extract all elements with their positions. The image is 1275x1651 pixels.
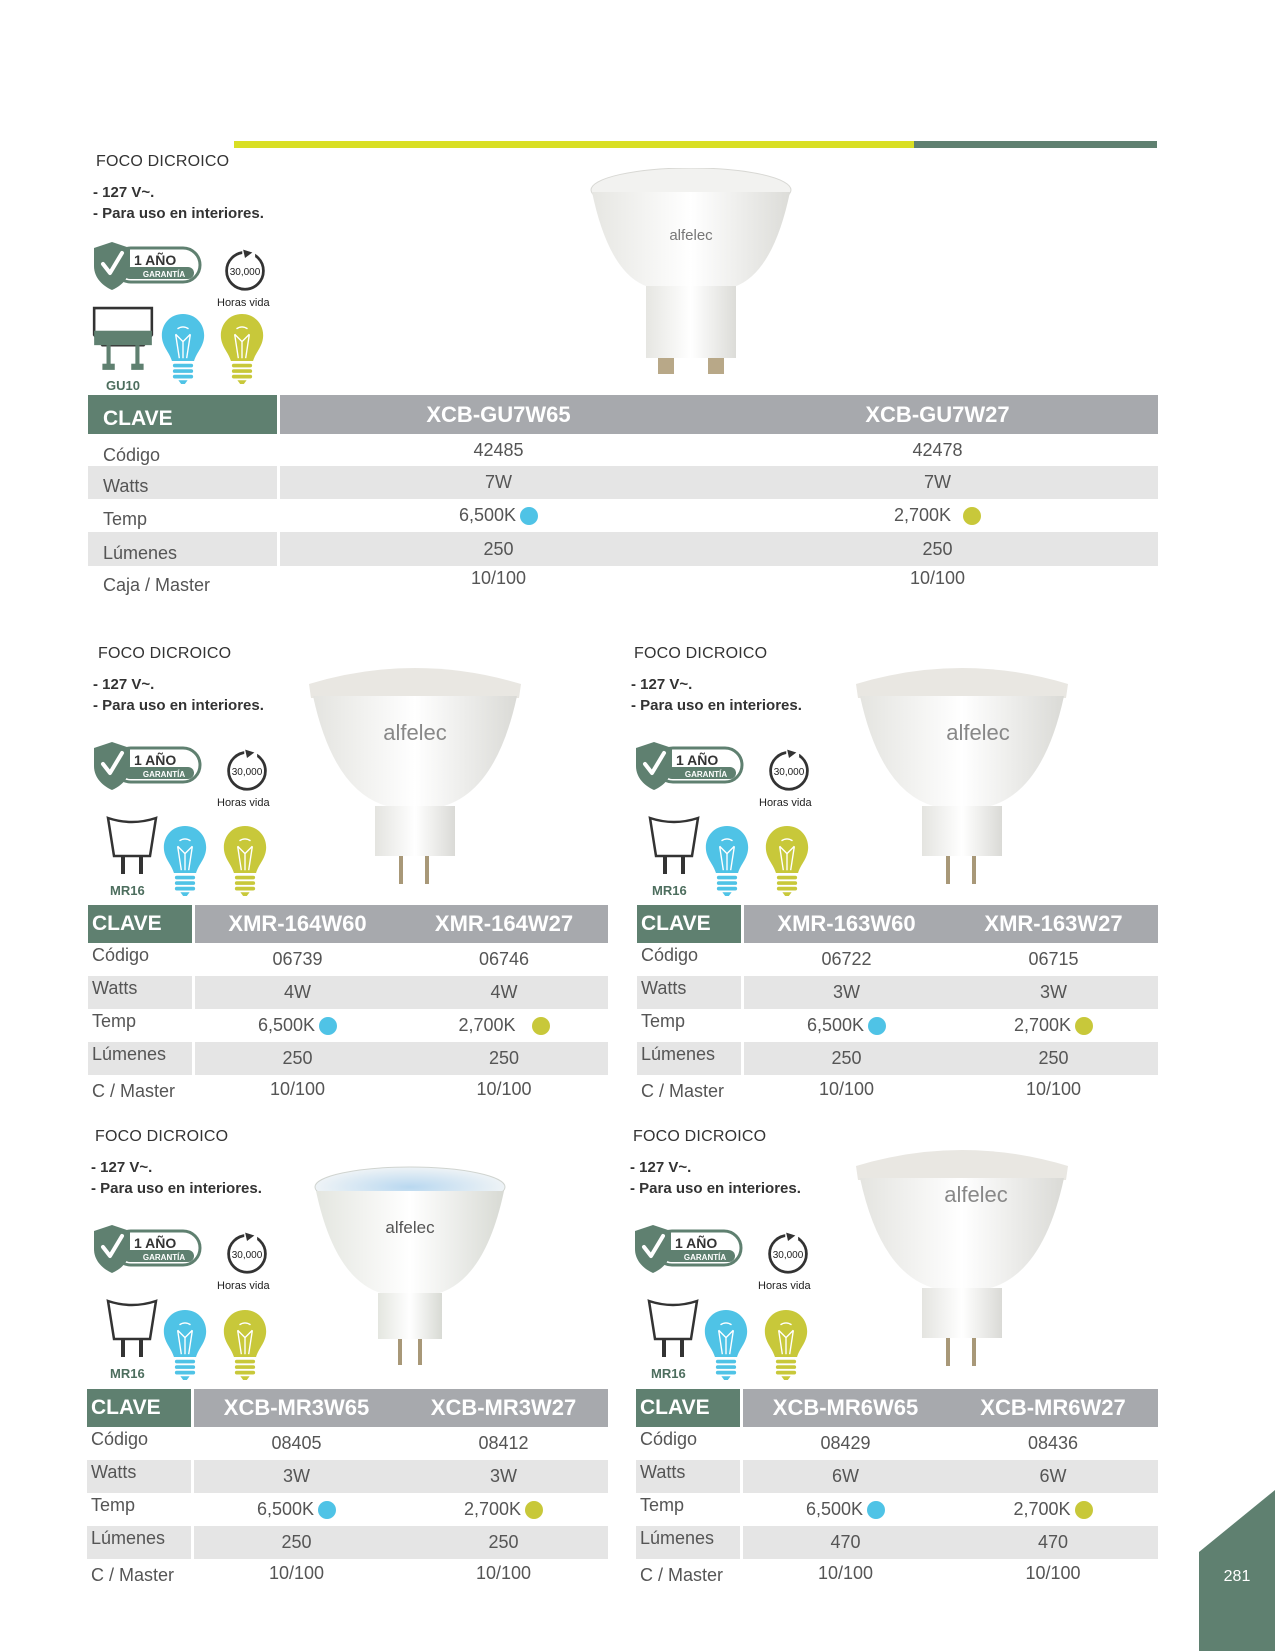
row-label: Código: [91, 1429, 149, 1449]
model-header: XCB-GU7W65: [277, 395, 717, 434]
warranty-badge: [92, 240, 202, 297]
cool-color-dot: [520, 507, 538, 525]
accent-bar-yellow: [234, 141, 914, 148]
spec-voltage: - 127 V~.: [93, 184, 155, 201]
cell-value: 6W: [948, 1460, 1158, 1493]
warranty-label: GARANTÍA: [684, 770, 728, 779]
warranty-badge: [634, 740, 744, 797]
cell-value: 6,500K: [805, 1499, 864, 1519]
socket-label: MR16: [110, 1366, 145, 1381]
row-label: Lúmenes: [88, 1042, 192, 1075]
model-header: XCB-MR6W27: [948, 1389, 1158, 1427]
lifetime-indicator: [765, 1229, 811, 1280]
row-label: C / Master: [641, 1080, 725, 1101]
temp-cell: [399, 1493, 608, 1526]
cell-value: 10/100: [1025, 1078, 1082, 1099]
warm-color-dot: [532, 1017, 550, 1035]
warm-color-dot: [1075, 1501, 1093, 1519]
cell-value: 250: [741, 1042, 949, 1075]
cool-color-dot: [868, 1017, 886, 1035]
socket-label: MR16: [652, 883, 687, 898]
cell-value: 470: [948, 1526, 1158, 1559]
spec-voltage: - 127 V~.: [91, 1159, 153, 1176]
row-label: Temp: [640, 1495, 685, 1515]
row-label: Watts: [87, 1460, 191, 1493]
section-title: FOCO DICROICO: [96, 153, 230, 170]
temp-cell: [717, 499, 1158, 532]
cell-value: 42485: [277, 434, 717, 466]
table-row: [636, 1526, 1158, 1559]
spec-table: [88, 905, 608, 1103]
section-specs: [93, 674, 264, 716]
temp-cell: [949, 1009, 1158, 1042]
socket-label: MR16: [651, 1366, 686, 1381]
warm-light-bulb-icon: [219, 312, 265, 386]
clave-header: CLAVE: [637, 905, 741, 943]
temp-cell: [192, 1009, 400, 1042]
gu10-product-image: [586, 168, 796, 390]
clave-header: CLAVE: [88, 395, 277, 434]
cell-value: 7W: [277, 466, 717, 499]
table-row: [88, 943, 608, 976]
spec-voltage: - 127 V~.: [630, 1159, 692, 1176]
cool-light-bulb-icon: [160, 312, 206, 386]
cell-value: 250: [192, 1042, 400, 1075]
cell-value: 10/100: [740, 1559, 948, 1587]
model-header: XCB-MR3W27: [399, 1389, 608, 1427]
row-label: Código: [92, 945, 150, 965]
product-brand-mark: alfelec: [385, 1218, 435, 1237]
warranty-years: 1 AÑO: [134, 1235, 177, 1251]
cell-value: 4W: [400, 976, 608, 1009]
table-row: [88, 976, 608, 1009]
table-row: [636, 1559, 1158, 1587]
mr16-socket-icon: [648, 814, 700, 880]
table-row: [88, 1009, 608, 1042]
table-row: [636, 1427, 1158, 1460]
clave-header: CLAVE: [88, 905, 192, 943]
row-label: Temp: [91, 1495, 136, 1515]
cell-value: 4W: [192, 976, 400, 1009]
table-row: [88, 566, 1158, 596]
table-row: [87, 1559, 608, 1587]
hours-value: 30,000: [231, 1250, 263, 1261]
mr16-socket-icon: [647, 1297, 699, 1363]
warranty-label: GARANTÍA: [683, 1253, 727, 1262]
top-accent-bar: [234, 141, 1157, 148]
cool-light-bulb-icon: [162, 1308, 208, 1382]
spec-usage: - Para uso en interiores.: [91, 1180, 262, 1197]
warranty-years: 1 AÑO: [676, 752, 719, 768]
row-label: C / Master: [91, 1564, 175, 1585]
table-header-row: [88, 905, 608, 943]
cell-value: 10/100: [1025, 1562, 1081, 1583]
warranty-label: GARANTÍA: [142, 770, 186, 779]
spec-table: [637, 905, 1158, 1103]
warm-light-bulb-icon: [764, 824, 810, 898]
table-row: [88, 499, 1158, 532]
cell-value: 2,700K: [893, 505, 952, 525]
row-label: Watts: [636, 1460, 740, 1493]
table-row: [637, 1042, 1158, 1075]
mr16-socket-icon: [106, 814, 158, 880]
table-row: [88, 532, 1158, 566]
table-header-row: [637, 905, 1158, 943]
hours-label: Horas vida: [759, 797, 812, 809]
cell-value: 6,500K: [256, 1499, 315, 1519]
mr16-socket-icon: [106, 1297, 158, 1363]
hours-label: Horas vida: [758, 1280, 811, 1292]
cell-value: 08412: [478, 1433, 529, 1453]
section-specs: [91, 1157, 262, 1199]
spec-usage: - Para uso en interiores.: [630, 1180, 801, 1197]
warranty-badge: [92, 1223, 202, 1280]
warm-light-bulb-icon: [763, 1308, 809, 1382]
row-label: Código: [640, 1429, 698, 1449]
model-header: XMR-163W60: [741, 905, 949, 943]
model-header: XMR-164W27: [400, 905, 608, 943]
cool-color-dot: [319, 1017, 337, 1035]
cell-value: 08405: [191, 1427, 399, 1460]
temp-cell: [740, 1493, 948, 1526]
spec-usage: - Para uso en interiores.: [631, 697, 802, 714]
cool-light-bulb-icon: [162, 824, 208, 898]
cell-value: 6,500K: [257, 1015, 316, 1035]
table-row: [87, 1526, 608, 1559]
section-specs: [631, 674, 802, 716]
warranty-badge: [92, 740, 202, 797]
model-header: XMR-163W27: [949, 905, 1158, 943]
cell-value: 3W: [741, 976, 949, 1009]
cell-value: 250: [949, 1042, 1158, 1075]
row-label: Watts: [88, 466, 277, 499]
cell-value: 6,500K: [806, 1015, 865, 1035]
row-label: Lúmenes: [87, 1526, 191, 1559]
cell-value: 08436: [1027, 1433, 1079, 1453]
temp-cell: [191, 1493, 399, 1526]
warranty-years: 1 AÑO: [134, 752, 177, 768]
mr16-product-image: [852, 658, 1072, 894]
cell-value: 06715: [1028, 949, 1079, 969]
lifetime-indicator: [222, 246, 268, 297]
hours-value: 30,000: [772, 1250, 804, 1261]
table-header-row: [87, 1389, 608, 1427]
spec-table: [636, 1389, 1158, 1587]
row-label: Código: [103, 444, 161, 465]
clave-header: CLAVE: [87, 1389, 191, 1427]
warm-light-bulb-icon: [222, 824, 268, 898]
spec-voltage: - 127 V~.: [93, 676, 155, 693]
hours-value: 30,000: [229, 267, 261, 278]
warranty-years: 1 AÑO: [675, 1235, 718, 1251]
warranty-years: 1 AÑO: [134, 252, 177, 268]
model-header: XMR-164W60: [192, 905, 400, 943]
cool-color-dot: [867, 1501, 885, 1519]
row-label: C / Master: [640, 1564, 724, 1585]
section-title: FOCO DICROICO: [95, 1128, 229, 1145]
warranty-label: GARANTÍA: [142, 270, 186, 279]
page-number: 281: [1223, 1568, 1251, 1585]
socket-label: MR16: [110, 883, 145, 898]
table-row: [87, 1427, 608, 1460]
cell-value: 7W: [717, 466, 1158, 499]
section-specs: [630, 1157, 801, 1199]
cell-value: 470: [740, 1526, 948, 1559]
cell-value: 10/100: [192, 1075, 400, 1103]
cell-value: 2,700K: [1013, 1499, 1071, 1519]
hours-value: 30,000: [773, 767, 805, 778]
row-label: Lúmenes: [636, 1526, 740, 1559]
cell-value: 10/100: [191, 1559, 399, 1587]
mr16-product-image: [305, 658, 525, 894]
section-title: FOCO DICROICO: [634, 645, 768, 662]
spec-voltage: - 127 V~.: [631, 676, 693, 693]
cool-light-bulb-icon: [703, 1308, 749, 1382]
cell-value: 6,500K: [458, 505, 517, 525]
hours-value: 30,000: [231, 767, 263, 778]
table-row: [88, 1042, 608, 1075]
row-label: Watts: [637, 976, 741, 1009]
table-row: [637, 976, 1158, 1009]
table-header-row: [636, 1389, 1158, 1427]
section-specs: [93, 182, 264, 224]
hours-label: Horas vida: [217, 797, 270, 809]
model-header: XCB-GU7W27: [717, 395, 1158, 434]
lifetime-indicator: [224, 746, 270, 797]
cell-value: 08429: [740, 1427, 948, 1460]
gu10-socket-icon: [92, 306, 154, 374]
cell-value: 3W: [949, 976, 1158, 1009]
hours-label: Horas vida: [217, 1280, 270, 1292]
table-row: [637, 1075, 1158, 1103]
accent-bar-green: [914, 141, 1157, 148]
cell-value: 3W: [191, 1460, 399, 1493]
spec-table: [87, 1389, 608, 1587]
table-row: [637, 1009, 1158, 1042]
cell-value: 250: [277, 532, 717, 566]
cell-value: 250: [191, 1526, 399, 1559]
section-title: FOCO DICROICO: [98, 645, 232, 662]
row-label: Caja / Master: [103, 574, 211, 595]
warm-light-bulb-icon: [222, 1308, 268, 1382]
cell-value: 250: [717, 532, 1158, 566]
temp-cell: [948, 1493, 1158, 1526]
table-row: [88, 434, 1158, 466]
cell-value: 06746: [478, 949, 530, 969]
cell-value: 10/100: [476, 1078, 532, 1099]
warranty-badge: [633, 1223, 743, 1280]
cell-value: 10/100: [475, 1562, 532, 1583]
cell-value: 10/100: [741, 1075, 949, 1103]
cell-value: 06739: [192, 943, 400, 976]
temp-cell: [277, 499, 717, 532]
cell-value: 250: [399, 1526, 608, 1559]
product-brand-mark: alfelec: [946, 720, 1010, 745]
row-label: Temp: [92, 1011, 137, 1031]
lifetime-indicator: [224, 1229, 270, 1280]
table-row: [637, 943, 1158, 976]
section-title: FOCO DICROICO: [633, 1128, 767, 1145]
table-row: [87, 1460, 608, 1493]
spec-usage: - Para uso en interiores.: [93, 205, 264, 222]
temp-cell: [400, 1009, 608, 1042]
cool-light-bulb-icon: [704, 824, 750, 898]
spec-usage: - Para uso en interiores.: [93, 697, 264, 714]
cell-value: 2,700K: [1013, 1015, 1072, 1035]
cell-value: 42478: [912, 439, 963, 460]
product-brand-mark: alfelec: [669, 227, 713, 244]
warm-color-dot: [1075, 1017, 1093, 1035]
model-header: XCB-MR6W65: [740, 1389, 948, 1427]
row-label: Lúmenes: [88, 532, 277, 566]
product-brand-mark: alfelec: [383, 720, 447, 745]
cell-value: 2,700K: [458, 1015, 516, 1035]
model-header: XCB-MR3W65: [191, 1389, 399, 1427]
table-row: [88, 1075, 608, 1103]
mr16-product-image: [852, 1140, 1072, 1376]
table-header-row: [88, 395, 1158, 434]
row-label: Código: [641, 945, 699, 965]
warm-color-dot: [525, 1501, 543, 1519]
cell-value: 10/100: [909, 568, 966, 588]
warm-color-dot: [963, 507, 981, 525]
cell-value: 250: [400, 1042, 608, 1075]
clave-header: CLAVE: [636, 1389, 740, 1427]
row-label: C / Master: [92, 1080, 176, 1101]
warranty-label: GARANTÍA: [142, 1253, 186, 1262]
socket-label: GU10: [106, 378, 140, 393]
cell-value: 6W: [740, 1460, 948, 1493]
cell-value: 10/100: [277, 566, 717, 596]
hours-label: Horas vida: [217, 297, 270, 309]
lifetime-indicator: [766, 746, 812, 797]
table-row: [636, 1460, 1158, 1493]
spec-table: [88, 395, 1158, 596]
table-row: [636, 1493, 1158, 1526]
row-label: Lúmenes: [637, 1042, 741, 1075]
product-brand-mark: alfelec: [944, 1182, 1008, 1207]
table-row: [88, 466, 1158, 499]
temp-cell: [741, 1009, 949, 1042]
row-label: Watts: [88, 976, 192, 1009]
cool-color-dot: [318, 1501, 336, 1519]
cell-value: 3W: [399, 1460, 608, 1493]
cell-value: 06722: [741, 943, 949, 976]
cell-value: 2,700K: [463, 1499, 522, 1519]
table-row: [87, 1493, 608, 1526]
row-label: Temp: [103, 509, 148, 529]
row-label: Temp: [641, 1011, 686, 1031]
mr16-product-image: [310, 1165, 510, 1375]
